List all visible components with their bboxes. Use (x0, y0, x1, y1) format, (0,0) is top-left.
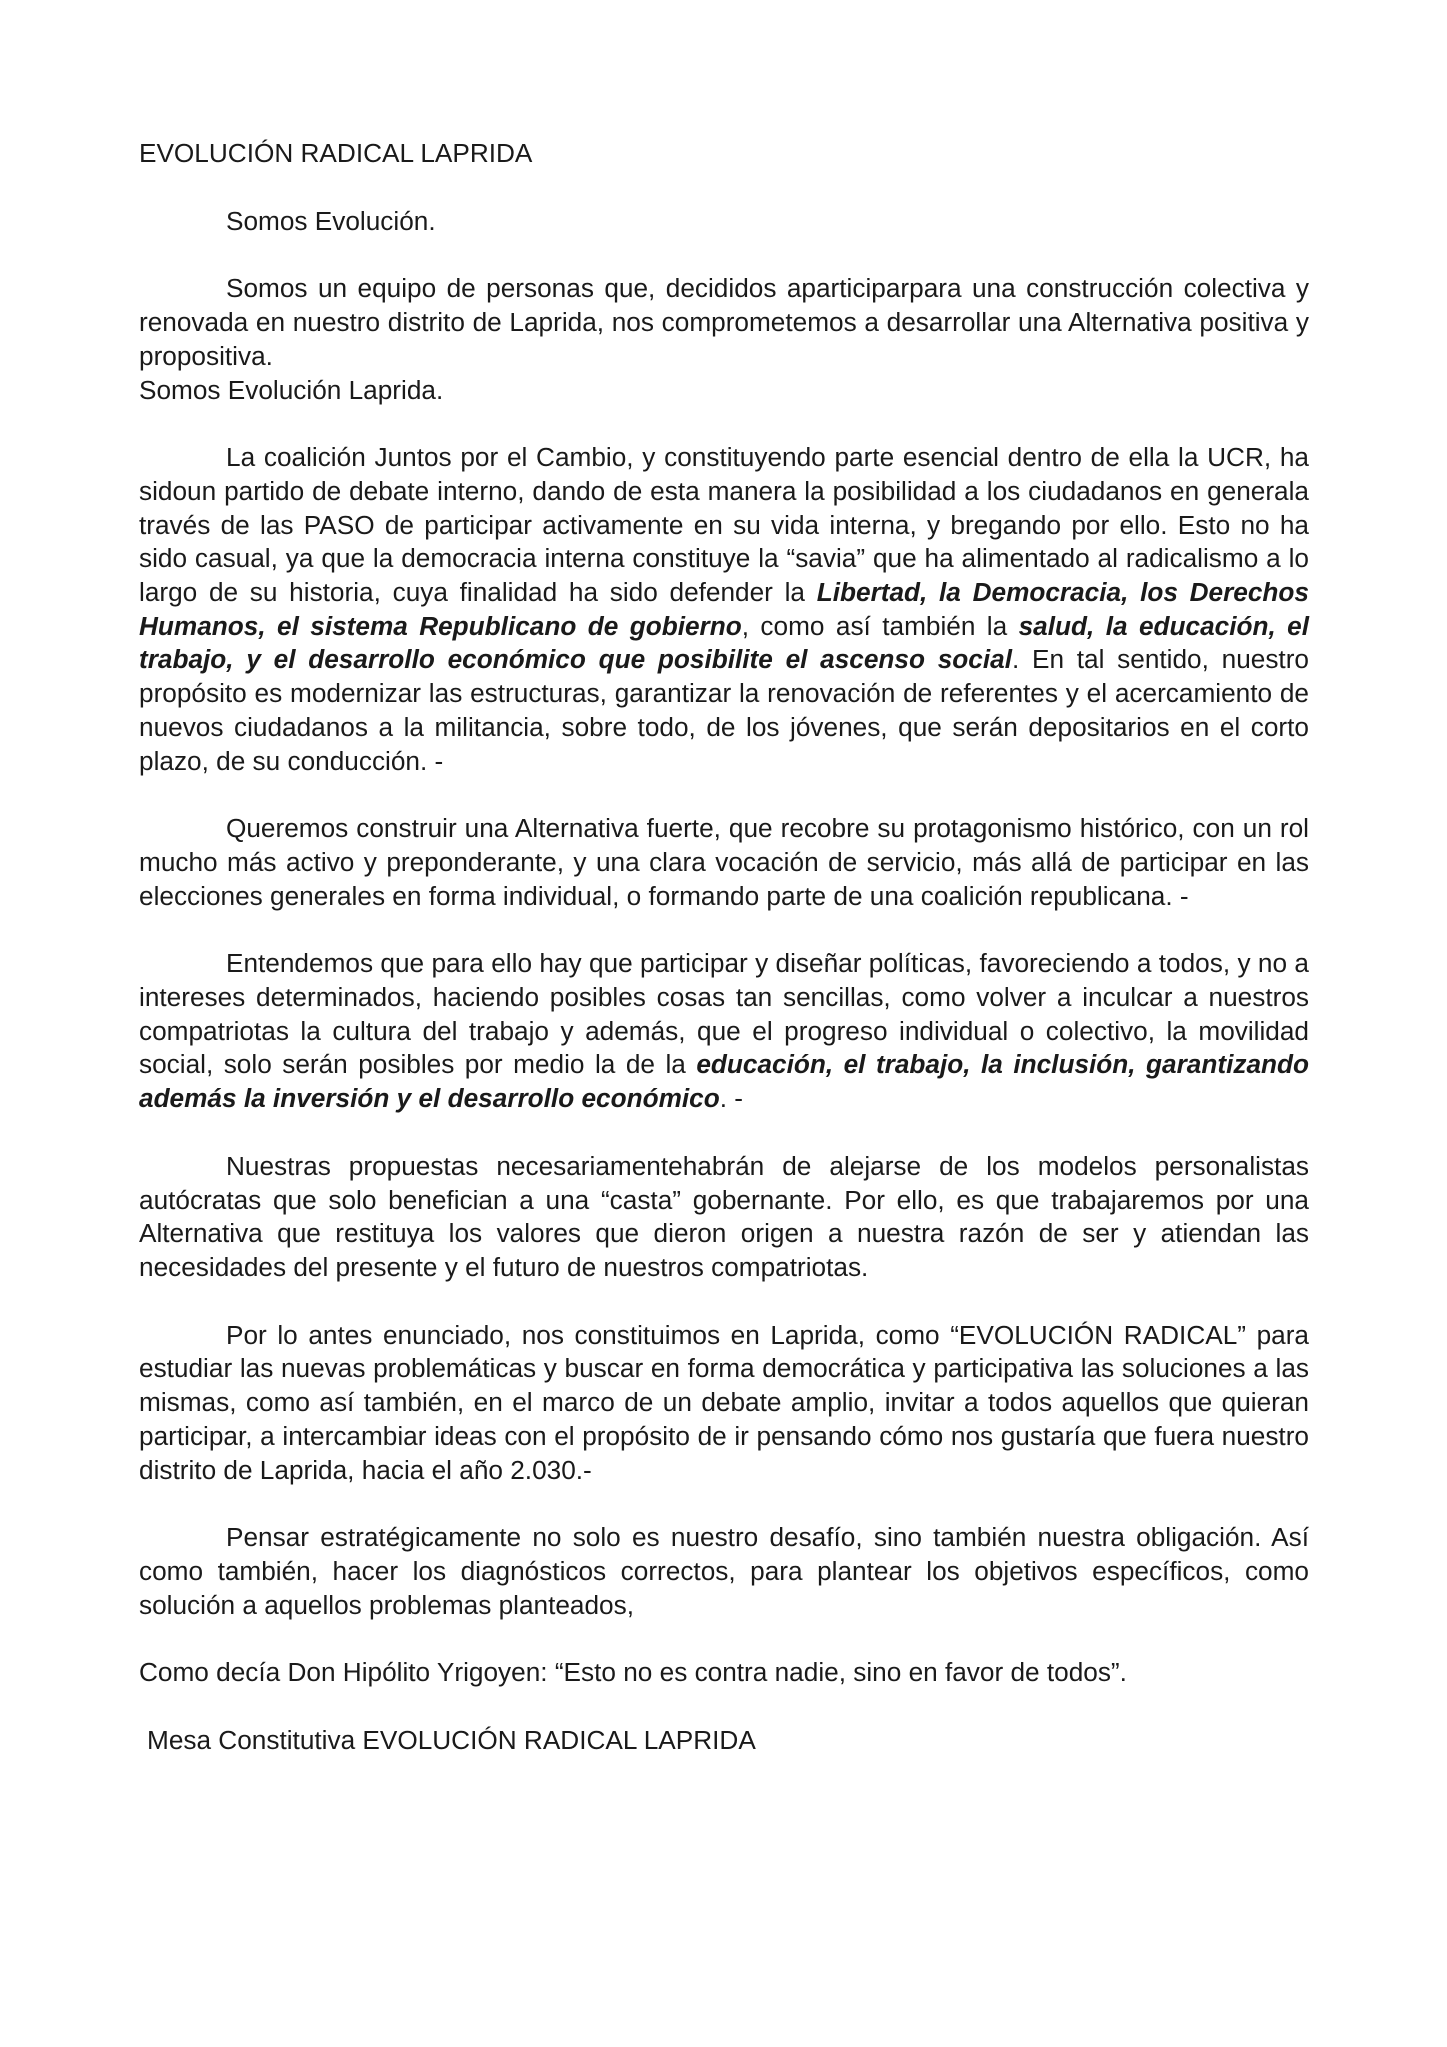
opening-line: Somos Evolución. (226, 205, 436, 236)
document-title: EVOLUCIÓN RADICAL LAPRIDA (139, 138, 533, 168)
paragraph-7: Pensar estratégicamente no solo es nuestro desafío, sino también nuestra obligación. Así como también, hacer los diagnósticos correctos, para plantear los objetivos específicos, como solución a aquellos problemas planteados, (139, 1522, 1309, 1620)
paragraph-4-text-c: . - (719, 1083, 743, 1114)
yrigoyen-quote: Como decía Don Hipólito Yrigoyen: “Esto no es contra nadie, sino en favor de todos”. (139, 1657, 1127, 1688)
paragraph-1 (139, 272, 1309, 407)
paragraph-2-text-a: La coalición Juntos por el Cambio, y constituyendo parte esencial dentro de ella la UCR, ha sidoun partido de debate interno, dando de esta manera la posibilidad a los ciudadanos en generala través de las PASO de participar activamente en su vida interna, y bregando por ello. Esto no ha sido casual, ya que la democracia interna constituye la “savia” que ha alimentado al radicalismo a lo largo de su historia, cuya finalidad ha sido defender la (139, 442, 1309, 608)
paragraph-3: Queremos construir una Alternativa fuerte, que recobre su protagonismo histórico, con un rol mucho más activo y preponderante, y una clara vocación de servicio, más allá de participar en las elecciones generales en forma individual, o formando parte de una coalición republicana. - (139, 813, 1309, 911)
paragraph-1-tail: Somos Evolución Laprida. (139, 374, 444, 405)
paragraph-4-emphasis: educación, el trabajo, la inclusión, garantizando además la inversión y el desarrollo económico (139, 1049, 1309, 1114)
document-page (139, 137, 1309, 1758)
paragraph-2-text-c: , como así también la (741, 610, 1019, 641)
paragraph-6: Por lo antes enunciado, nos constituimos en Laprida, como “EVOLUCIÓN RADICAL” para estudiar las nuevas problemáticas y buscar en forma democrática y participativa las soluciones a las mismas, como así también, en el marco de un debate amplio, invitar a todos aquellos que quieran participar, a intercambiar ideas con el propósito de ir pensando cómo nos gustaría que fuera nuestro distrito de Laprida, hacia el año 2.030.- (139, 1319, 1309, 1485)
paragraph-5: Nuestras propuestas necesariamentehabrán de alejarse de los modelos personalistas autócratas que solo benefician a una “casta” gobernante. Por ello, es que trabajaremos por una Alternativa que restituya los valores que dieron origen a nuestra razón de ser y atiendan las necesidades del presente y el futuro de nuestros compatriotas. (139, 1150, 1309, 1282)
paragraph-4-text-a: Entendemos que para ello hay que participar y diseñar políticas, favoreciendo a todos, y no a intereses determinados, haciendo posibles cosas tan sencillas, como volver a inculcar a nuestros compatriotas la cultura del trabajo y además, que el progreso individual o colectivo, la movilidad social, solo serán posibles por medio la de la (139, 948, 1309, 1080)
signature-line: Mesa Constitutiva EVOLUCIÓN RADICAL LAPRIDA (147, 1725, 756, 1756)
paragraph-2-text-e: . En tal sentido, nuestro propósito es modernizar las estructuras, garantizar la renovación de referentes y el acercamiento de nuevos ciudadanos a la militancia, sobre todo, de los jóvenes, que serán depositarios en el corto plazo, de su conducción. - (139, 644, 1309, 776)
paragraph-4 (139, 947, 1309, 1116)
paragraph-1-body: Somos un equipo de personas que, decididos aparticiparpara una construcción colectiva y renovada en nuestro distrito de Laprida, nos comprometemos a desarrollar una Alternativa positiva y propositiva. (139, 273, 1309, 371)
paragraph-2 (139, 441, 1309, 778)
paragraph-2-emphasis-goals: salud, la educación, el trabajo, y el desarrollo económico que posibilite el ascenso social (139, 610, 1309, 675)
paragraph-2-emphasis-values: Libertad, la Democracia, los Derechos Humanos, el sistema Republicano de gobierno (139, 577, 1309, 641)
